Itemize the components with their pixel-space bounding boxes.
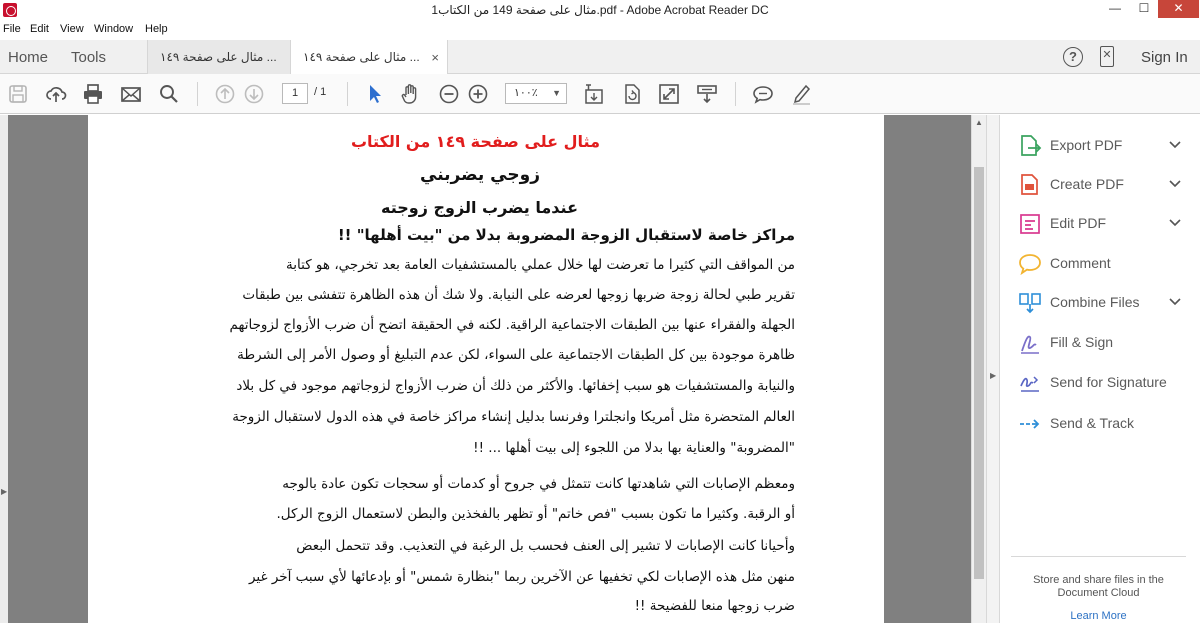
- scroll-thumb[interactable]: [974, 167, 984, 579]
- chevron-down-icon[interactable]: [1168, 138, 1182, 152]
- prev-page-icon[interactable]: [214, 83, 236, 105]
- tool-label: Edit PDF: [1050, 215, 1107, 231]
- menu-edit[interactable]: Edit: [30, 23, 49, 35]
- paragraph-line: الجهلة والفقراء عنها بين الطبقات الاجتماعية الراقية. لكنه في الحقيقة اتضح أن ضرب الأزواج لزوجاتهم: [229, 317, 795, 333]
- close-tab-icon[interactable]: ×: [431, 50, 439, 65]
- vertical-scrollbar[interactable]: [971, 115, 986, 623]
- collapse-right-icon: ▶: [990, 371, 997, 380]
- zoom-value: ١٠٠٪: [514, 87, 538, 99]
- export-pdf-tool[interactable]: [1018, 134, 1188, 158]
- page-heading-red: مثال على صفحة ١٤٩ من الكتاب: [350, 132, 600, 151]
- upload-icon[interactable]: [45, 83, 67, 105]
- select-cursor-icon[interactable]: [364, 83, 386, 105]
- expand-left-icon: ▶: [1, 487, 8, 496]
- edit-pdf-icon: [1018, 212, 1042, 236]
- menu-window[interactable]: Window: [94, 23, 134, 35]
- send-track-icon: [1018, 412, 1042, 436]
- maximize-button[interactable]: ☐: [1138, 1, 1150, 15]
- chevron-down-icon[interactable]: [1168, 177, 1182, 191]
- page-heading: زوجي يضربني: [420, 165, 540, 185]
- next-page-icon[interactable]: [243, 83, 265, 105]
- create-pdf-tool[interactable]: [1018, 173, 1188, 197]
- fill-sign-icon: [1018, 331, 1042, 355]
- learn-more-link[interactable]: Learn More: [1070, 610, 1127, 622]
- combine-files-tool[interactable]: [1018, 291, 1188, 315]
- close-button[interactable]: ✕: [1158, 0, 1199, 18]
- zoom-in-icon[interactable]: [467, 83, 489, 105]
- send-for-signature-tool[interactable]: [1018, 371, 1188, 395]
- paragraph-line: ضرب زوجها منعا للفضيحة !!: [634, 598, 795, 614]
- full-screen-icon[interactable]: [658, 83, 680, 105]
- sign-in-link[interactable]: Sign In: [1141, 49, 1188, 66]
- paragraph-line: ظاهرة موجودة بين كل الطبقات الاجتماعية على السواء، لكن عدم التبليغ أو وصول الأمر إلى الشرطة: [237, 347, 795, 363]
- zoom-select[interactable]: [505, 83, 567, 104]
- chevron-down-icon[interactable]: [1168, 295, 1182, 309]
- scroll-up-icon[interactable]: ▲: [975, 118, 983, 127]
- fit-page-icon[interactable]: [583, 83, 605, 105]
- rotate-icon[interactable]: [621, 83, 643, 105]
- toolbar-separator: [735, 82, 736, 106]
- chevron-down-icon[interactable]: [1168, 216, 1182, 230]
- page-number-input[interactable]: 1: [282, 83, 308, 104]
- fill-sign-tool[interactable]: [1018, 331, 1188, 355]
- left-panel-toggle[interactable]: [0, 115, 8, 623]
- tool-label: Comment: [1050, 255, 1111, 271]
- document-tab-label: مثال على صفحة ١٤٩ ...: [303, 50, 420, 64]
- paragraph-line: منهن مثل هذه الإصابات لكي تخفيها عن الآخرين ربما "بنظارة شمس" أو بإدعائها لأي سبب آخر غير: [248, 569, 795, 585]
- minimize-button[interactable]: —: [1109, 1, 1121, 15]
- send-signature-icon: [1018, 371, 1042, 395]
- chevron-down-icon: ▼: [552, 88, 561, 98]
- toolbar: [0, 74, 1200, 114]
- comment-icon: [1018, 252, 1042, 276]
- menu-bar: [0, 21, 1200, 40]
- zoom-out-icon[interactable]: [438, 83, 460, 105]
- page-subheading-2: مراكز خاصة لاستقبال الزوجة المضروبة بدلا من "بيت أهلها" !!: [337, 226, 795, 244]
- paragraph-line: ومعظم الإصابات التي شاهدتها كانت تتمثل في جروح أو كدمات أو سحجات تكون عادة بالوجه: [282, 476, 795, 492]
- tools-tab[interactable]: Tools: [71, 49, 107, 66]
- tool-label: Send for Signature: [1050, 374, 1167, 390]
- home-tab[interactable]: Home: [8, 49, 49, 66]
- combine-files-icon: [1018, 291, 1042, 315]
- paragraph-line: العالم المتحضرة مثل أمريكا وانجلترا وفرنسا بدليل إنشاء مراكز خاصة في هذه الدول لاستقبال الزوجة: [232, 409, 795, 425]
- paragraph-line: والنيابة والمستشفيات هو سبب إخفائها. والأكثر من ذلك أن ضرب الأزواج لزوجاتهم موجود في كل بلاد: [236, 378, 795, 394]
- scroll-mode-icon[interactable]: [696, 83, 718, 105]
- page-total: / 1: [314, 86, 327, 98]
- document-tab-active[interactable]: [291, 40, 448, 74]
- menu-help[interactable]: Help: [145, 23, 168, 35]
- title-bar: [0, 0, 1200, 21]
- help-icon[interactable]: ?: [1063, 47, 1083, 67]
- paragraph-line: من المواقف التي كثيرا ما تعرضت لها خلال عملي بالمستشفيات العامة بعد تخرجي، هو كتابة: [286, 257, 795, 273]
- paragraph-line: أو الرقبة. وكثيرا ما تكون بسبب "فص خاتم" أو تظهر بالفخذين والبطن لاستعمال الزوج الركل.: [276, 506, 795, 522]
- edit-pdf-tool[interactable]: [1018, 212, 1188, 236]
- highlight-pen-icon[interactable]: [790, 83, 812, 105]
- paragraph-line: وأحيانا كانت الإصابات لا تشير إلى العنف فحسب بل الرغبة في التعذيب. وقد تتحمل البعض: [296, 538, 795, 554]
- tools-pane: [1000, 115, 1200, 623]
- tools-pane-divider: [1011, 556, 1186, 557]
- tool-label: Fill & Sign: [1050, 334, 1114, 350]
- paragraph-line: "المضروبة" والعناية بها بدلا من اللجوء إلى بيت أهلها ... !!: [473, 440, 795, 456]
- tool-label: Export PDF: [1050, 137, 1123, 153]
- export-pdf-icon: [1018, 134, 1042, 158]
- email-icon[interactable]: [120, 83, 142, 105]
- save-icon[interactable]: [7, 83, 29, 105]
- page-subheading: عندما يضرب الزوج زوجته: [381, 198, 578, 217]
- paragraph-line: تقرير طبي لحالة زوجة ضربها زوجها لعرضه على النيابة. ولا شك أن هذه الظاهرة تتفشى بين طبقات: [242, 287, 795, 303]
- menu-file[interactable]: File: [3, 23, 21, 35]
- right-panel-toggle[interactable]: [986, 115, 1000, 623]
- create-pdf-icon: [1018, 173, 1042, 197]
- toolbar-separator: [347, 82, 348, 106]
- tool-label: Send & Track: [1050, 415, 1135, 431]
- document-tab-label: مثال على صفحة ١٤٩ ...: [160, 50, 277, 64]
- send-track-tool[interactable]: [1018, 412, 1188, 436]
- hand-icon[interactable]: [400, 83, 422, 105]
- tool-label: Combine Files: [1050, 294, 1140, 310]
- comment-icon[interactable]: [752, 83, 774, 105]
- comment-tool[interactable]: [1018, 252, 1188, 276]
- menu-view[interactable]: View: [60, 23, 84, 35]
- document-tab[interactable]: [147, 40, 291, 74]
- window-title: مثال على صفحة 149 من الكتاب1.pdf - Adobe Acrobat Reader DC: [431, 3, 769, 17]
- tool-label: Create PDF: [1050, 176, 1124, 192]
- search-icon[interactable]: [158, 83, 180, 105]
- document-cloud-promo: Store and share files in the Document Cloud: [1033, 574, 1164, 599]
- mobile-link-icon[interactable]: ✕: [1100, 46, 1114, 67]
- tab-bar: [0, 40, 1200, 74]
- toolbar-separator: [197, 82, 198, 106]
- print-icon[interactable]: [82, 83, 104, 105]
